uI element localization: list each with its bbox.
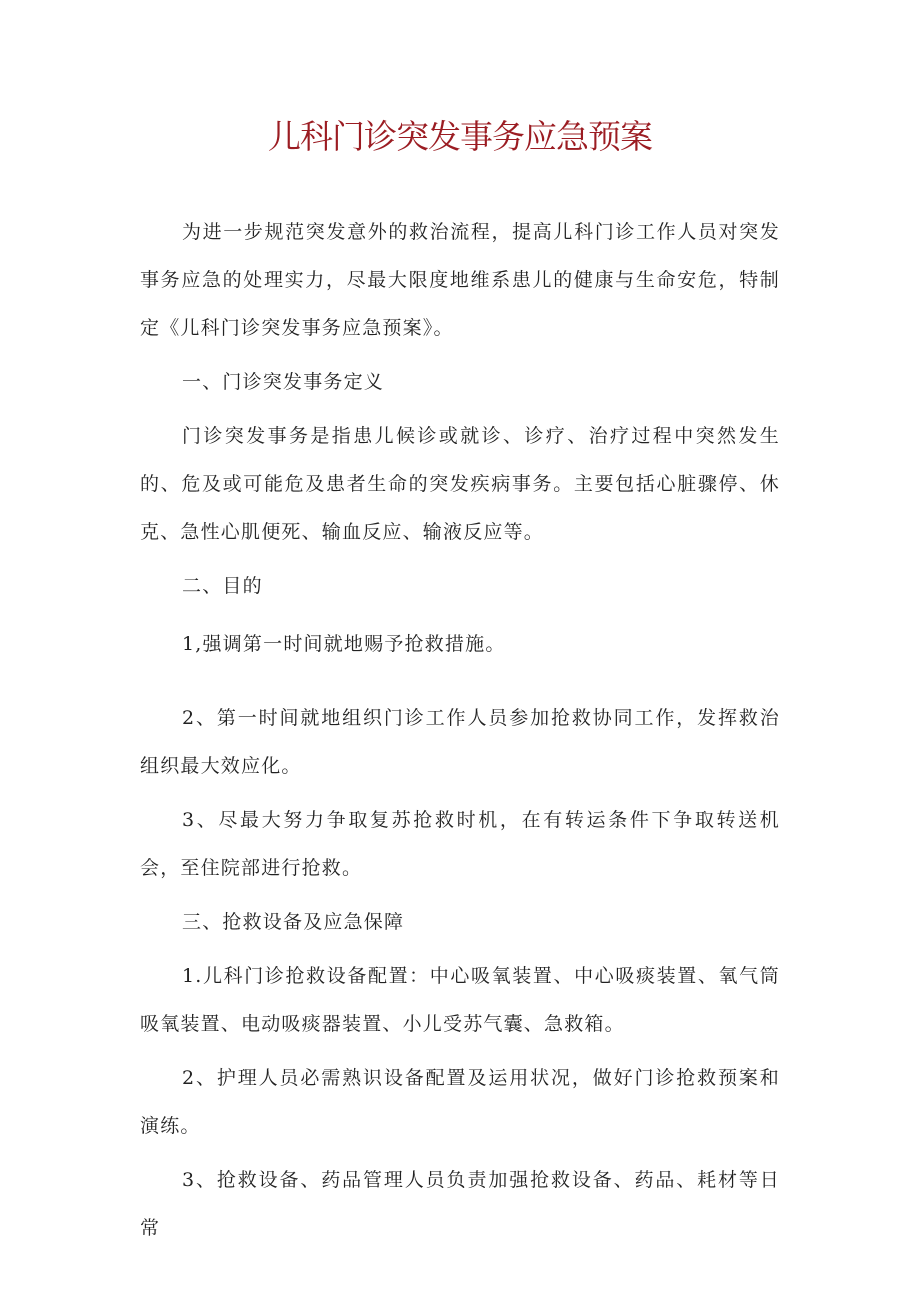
section-2-item-2: 2、第一时间就地组织门诊工作人员参加抢救协同工作，发挥救治组织最大效应化。 [140, 707, 780, 777]
section-1-paragraph: 门诊突发事务是指患儿候诊或就诊、诊疗、治疗过程中突然发生的、危及或可能危及患者生命的突发疾病事务。主要包括心脏骤停、休克、急性心肌便死、输血反应、输液反应等。 [140, 425, 780, 543]
section-1-heading: 一、门诊突发事务定义 [182, 371, 385, 393]
section-3-item-2: 2、护理人员必需熟识设备配置及运用状况，做好门诊抢救预案和演练。 [140, 1067, 780, 1137]
document-title: 儿科门诊突发事务应急预案 [268, 117, 652, 156]
section-2-heading: 二、目的 [182, 575, 263, 597]
section-2-item-3: 3、尽最大努力争取复苏抢救时机，在有转运条件下争取转送机会，至住院部进行抢救。 [140, 809, 780, 879]
section-3-heading: 三、抢救设备及应急保障 [182, 911, 405, 933]
section-2-item-1: 1,强调第一时间就地赐予抢救措施。 [182, 633, 506, 655]
section-3-item-1: 1.儿科门诊抢救设备配置：中心吸氧装置、中心吸痰装置、氧气筒吸氧装置、电动吸痰器装置、小儿受苏气囊、急救箱。 [140, 965, 780, 1035]
section-3-item-3: 3、抢救设备、药品管理人员负责加强抢救设备、药品、耗材等日常 [140, 1169, 780, 1239]
document-body [140, 208, 780, 1252]
intro-paragraph: 为进一步规范突发意外的救治流程，提高儿科门诊工作人员对突发事务应急的处理实力，尽最大限度地维系患儿的健康与生命安危，特制定《儿科门诊突发事务应急预案》。 [140, 221, 780, 339]
